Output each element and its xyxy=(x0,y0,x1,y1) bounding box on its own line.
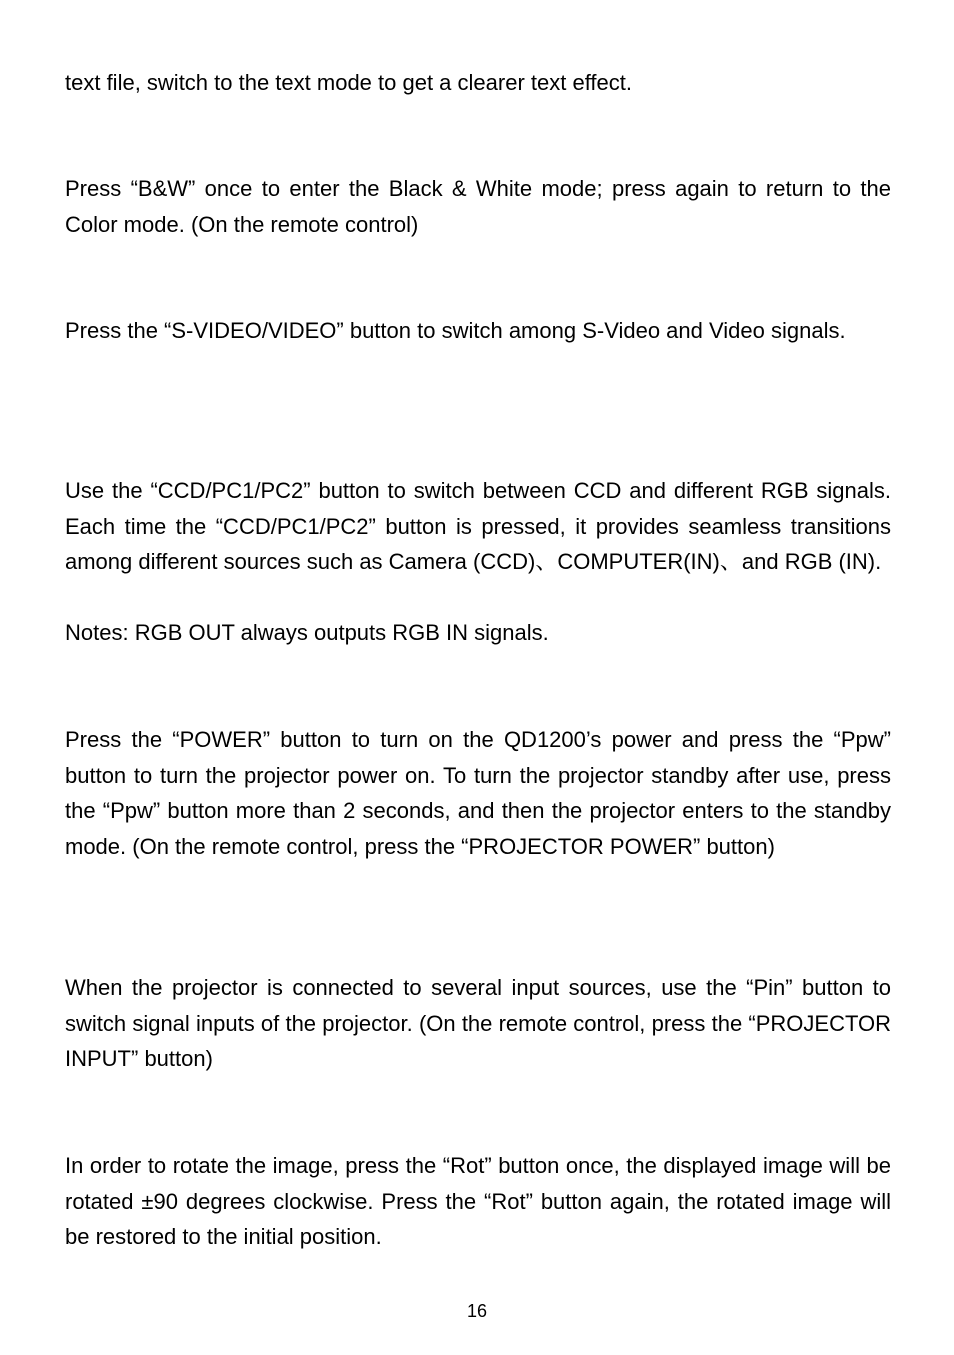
paragraph-input: When the projector is connected to several input sources, use the “Pin” button to switch signal inputs of the projector. (On the remote control, press the “PROJECTOR INPUT” button) xyxy=(65,975,891,1071)
paragraph-ccd-pc: Use the “CCD/PC1/PC2” button to switch between CCD and different RGB signals. Each time the “CCD/PC1/PC2” button is pressed, it provides seamless transitions among different sources such as Camera (CCD)、COMPUTER(IN)、and RGB (IN). xyxy=(65,478,891,574)
paragraph-bw-mode: Press “B&W” once to enter the Black & White mode; press again to return to the Color mode. (On the remote control) xyxy=(65,176,891,237)
paragraph-svideo-video: Press the “S-VIDEO/VIDEO” button to switch among S-Video and Video signals. xyxy=(65,318,846,343)
paragraph-rotate: In order to rotate the image, press the “Rot” button once, the displayed image will be rotated ±90 degrees clockwise. Press the “Rot” button again, the rotated image will be restored to the initial position. xyxy=(65,1153,891,1249)
paragraph-ccd-pc-note: Notes: RGB OUT always outputs RGB IN signals. xyxy=(65,620,549,645)
page-number: 16 xyxy=(466,1301,488,1321)
paragraph-power: Press the “POWER” button to turn on the QD1200’s power and press the “Ppw” button to turn the projector power on. To turn the projector standby after use, press the “Ppw” button more than 2 seconds, and then the projector enters to the standby mode. (On the remote control, press the “PROJECTOR POWER” button) xyxy=(65,727,891,859)
paragraph-text-mode: text file, switch to the text mode to get a clearer text effect. xyxy=(65,70,632,95)
